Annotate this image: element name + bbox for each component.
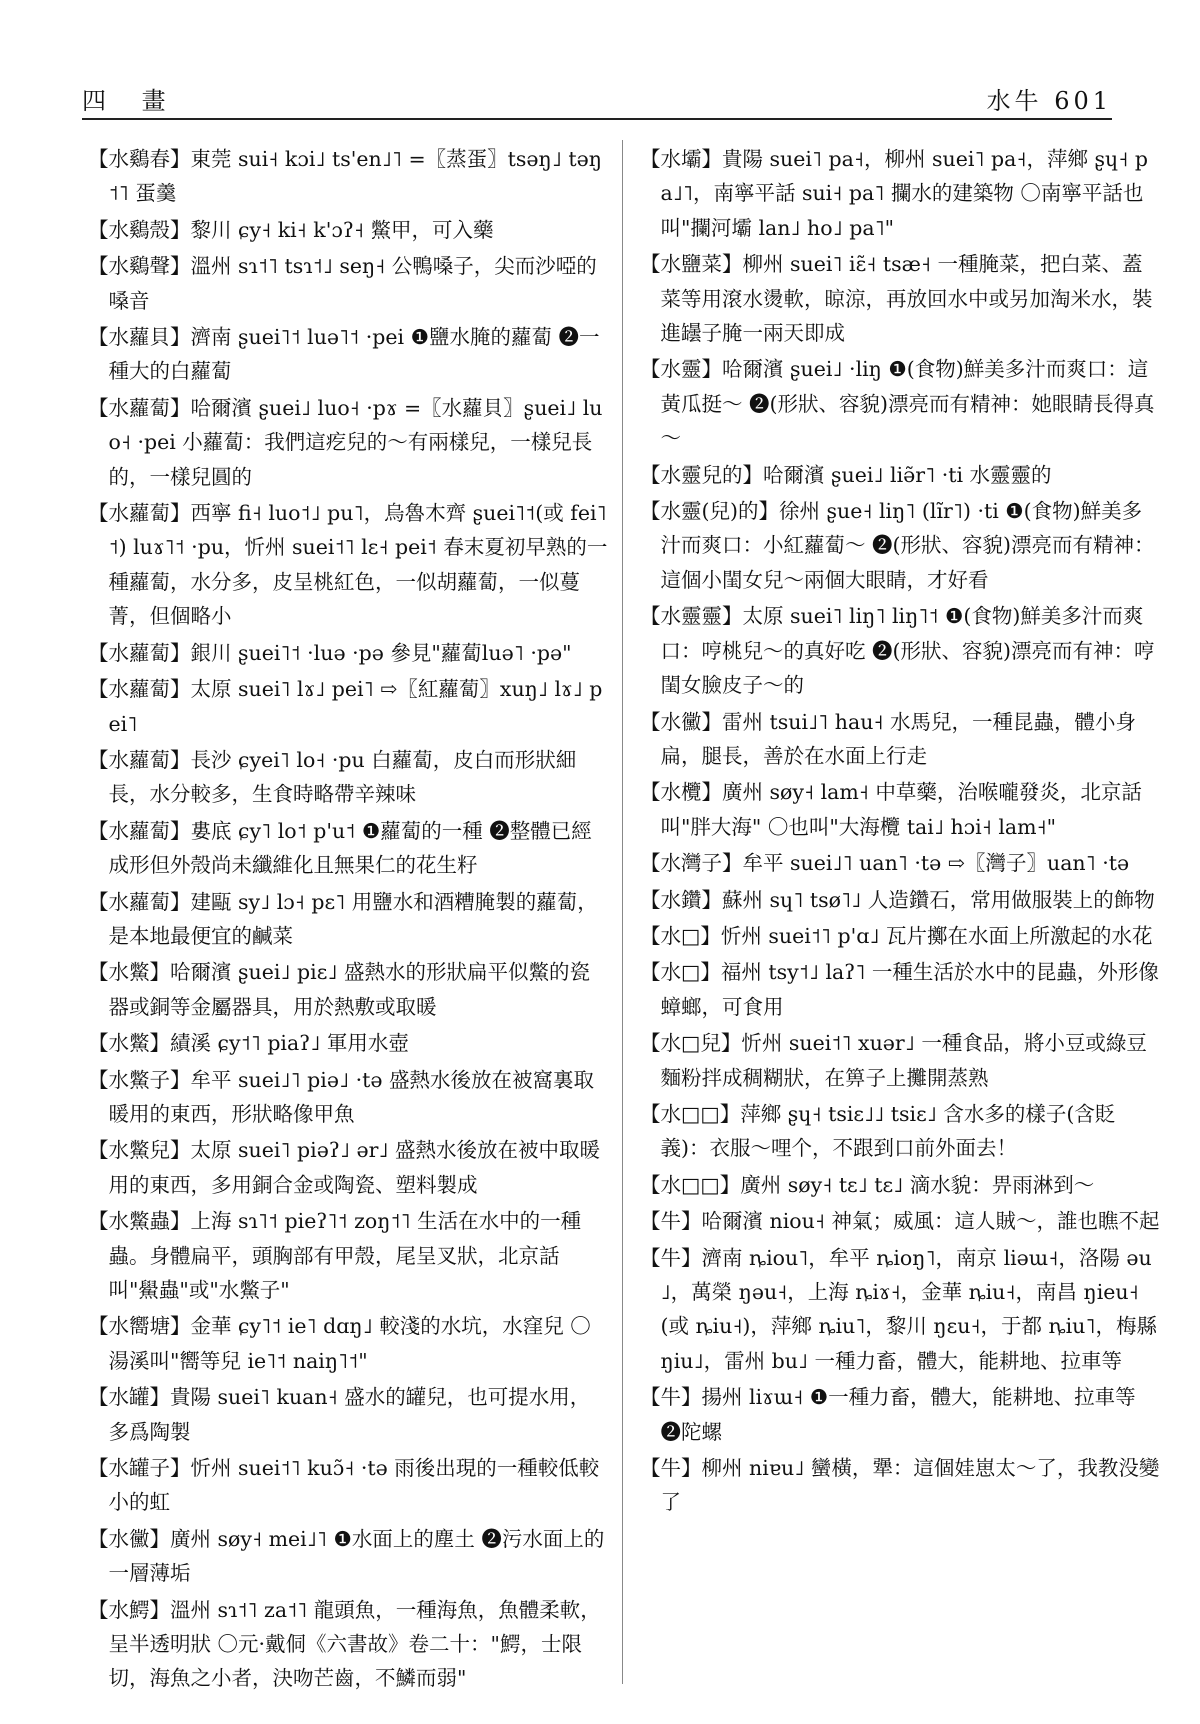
dictionary-entry: 【水鱉子】牟平 suei˩˥ piə˩ ·tə 盛熱水後放在被窩裏取暖用的東西，形狀略像甲魚 xyxy=(88,1067,595,1126)
dictionary-entry: 【水罐】貴陽 suei˥ kuan˧ 盛水的罐兒，也可提水用，多爲陶製 xyxy=(88,1385,591,1444)
dictionary-entry: 【水灣子】牟平 suei˩˥ uan˥ ·tə ⇨〖灣子〗uan˥ ·tə xyxy=(640,851,1130,876)
dictionary-entry: 【水鱉兒】太原 suei˥ piəʔ˩ ər˩ 盛熱水後放在被中取暖用的東西，多用銅合金或陶瓷、塑料製成 xyxy=(88,1138,601,1197)
right-column xyxy=(640,142,1160,1522)
dictionary-entry: 【水鱉】哈爾濱 ʂuei˩ piɛ˩ 盛熱水的形狀扁平似鱉的瓷器或銅等金屬器具，用於熱敷或取暖 xyxy=(88,960,590,1019)
dictionary-entry: 【水□】忻州 suei˦˥ p'ɑ˩ 瓦片擲在水面上所激起的水花 xyxy=(640,923,1153,948)
dictionary-entry: 【水蘿蔔】長沙 ɕyei˥ lo˧ ·pu 白蘿蔔，皮白而形狀細長，水分較多，生食時略帶辛辣味 xyxy=(88,747,577,807)
dictionary-entry: 【牛】柳州 niɐu˩ 蠻橫，犟：這個娃崽太～了，我教没變了 xyxy=(640,1456,1160,1515)
dictionary-entry: 【水靈兒的】哈爾濱 ʂuei˩ liə̃r˥ ·ti 水靈靈的 xyxy=(640,462,1052,487)
dictionary-entry: 【水鷄春】東莞 sui˧ kɔi˩ ts'en˩˥ =〖蒸蛋〗tsəŋ˩ təŋ˦˥ 蛋羹 xyxy=(88,147,602,206)
dictionary-entry: 【水鑽】蘇州 sɥ˥ tsø˥˩ 人造鑽石，常用做服裝上的飾物 xyxy=(640,887,1155,912)
dictionary-entry: 【水壩】貴陽 suei˥ pa˧，柳州 suei˥ pa˧，萍鄉 ʂɥ˧ pa˩˥，南寧平話 sui˧ pa˥ 攔水的建築物 〇南寧平話也叫"攔河壩 lan˩ ho˩ pa˥" xyxy=(640,147,1149,240)
dictionary-entry: 【水鰐】溫州 sɿ˦˥ za˦˥ 龍頭魚，一種海魚，魚體柔軟，呈半透明狀 〇元·戴侗《六書故》卷二十："鰐，士限切，海魚之小者，決吻芒齒，不鱗而弱" xyxy=(88,1597,601,1691)
dictionary-entry: 【水靈(兒)的】徐州 ʂue˧ liŋ˥ (lĩr˥) ·ti ❶(食物)鮮美多汁而爽口：小紅蘿蔔～ ❷(形狀、容貌)漂亮而有精神：這個小閨女兒～兩個大眼睛，才好看 xyxy=(640,499,1155,592)
dictionary-entry: 【水鷄聲】溫州 sɿ˦˥ tsɿ˦˩ seŋ˧ 公鴨嗓子，尖而沙啞的嗓音 xyxy=(88,254,597,313)
dictionary-entry: 【水□□】廣州 søy˧ tɛ˩ tɛ˩ 滴水貌：畀雨淋到～ xyxy=(640,1172,1095,1197)
column-divider xyxy=(622,140,623,1684)
page-header xyxy=(82,80,1112,116)
dictionary-entry: 【牛】揚州 liɤɯ˧ ❶一種力畜，體大，能耕地、拉車等 ❷陀螺 xyxy=(640,1385,1136,1444)
dictionary-entry: 【水靈】哈爾濱 ʂuei˩ ·liŋ ❶(食物)鮮美多汁而爽口：這黃瓜挺～ ❷(形狀、容貌)漂亮而有精神：她眼睛長得真～ xyxy=(640,357,1155,451)
dictionary-entry: 【水鱉】績溪 ɕy˦˥ piaʔ˩ 軍用水壺 xyxy=(88,1031,409,1056)
dictionary-entry: 【牛】濟南 ȵiou˥，牟平 ȵioŋ˥，南京 liəɯ˧，洛陽 əu˩，萬榮 ŋəu˧，上海 ȵiɤ˧，金華 ȵiu˧，南昌 ŋieu˧(或 ȵiu˧)，萍鄉 ȵiu˥，黎川 ŋɛu˧，于都 ȵiu˥，梅縣 ŋiu˩，雷州 bu˩ 一種力畜，體大，能耕地、拉車等 xyxy=(640,1245,1157,1373)
dictionary-entry: 【水蘿蔔】建甌 sy˩ lɔ˧ pɛ˥ 用鹽水和酒糟腌製的蘿蔔，是本地最便宜的鹹菜 xyxy=(88,889,598,948)
dictionary-entry: 【水鹽菜】柳州 suei˥ iɛ̃˧ tsæ˧ 一種腌菜，把白菜、蓋菜等用滾水燙軟，晾涼，再放回水中或另加淘米水，裝進罎子腌一兩天即成 xyxy=(640,252,1153,346)
dictionary-entry: 【水嚮塘】金華 ɕy˥˦ ie˥ dɑŋ˩ 較淺的水坑，水窪兒 〇湯溪叫"嚮等兒 ie˥˦ naiŋ˥˦" xyxy=(88,1314,591,1373)
dictionary-entry: 【水蘿蔔】太原 suei˥ lɤ˩ pei˥ ⇨〖紅蘿蔔〗xuŋ˩ lɤ˩ pei˥ xyxy=(88,677,603,736)
dictionary-entry: 【水鷄殼】黎川 ɕy˧ ki˧ k'ɔʔ˧ 鱉甲，可入藥 xyxy=(88,217,494,242)
dictionary-entry: 【水黴】廣州 søy˧ mei˩˥ ❶水面上的塵土 ❷污水面上的一層薄垢 xyxy=(88,1526,605,1586)
header-rule xyxy=(82,118,1112,120)
dictionary-entry: 【水蘿蔔】哈爾濱 ʂuei˩ luo˧ ·pɤ =〖水蘿貝〗ʂuei˩ luo˧ ·pei 小蘿蔔：我們這疙兒的～有兩樣兒，一樣兒長的，一樣兒圓的 xyxy=(88,395,603,489)
dictionary-entry: 【水□□】萍鄉 ʂɥ˧ tsiɛ˩˩ tsiɛ˩ 含水多的樣子(含貶義)：衣服～哩个，不跟到口前外面去！ xyxy=(640,1101,1116,1161)
section-title: 四 畫 xyxy=(82,87,180,115)
dictionary-entry: 【水□】福州 tsy˦˩ laʔ˥ 一種生活於水中的昆蟲，外形像蟑螂，可食用 xyxy=(640,960,1159,1019)
page-mark: 水牛 601 xyxy=(986,87,1112,115)
dictionary-entry: 【水靈靈】太原 suei˥ liŋ˥ liŋ˥˦ ❶(食物)鮮美多汁而爽口：哼桃兒～的真好吃 ❷(形狀、容貌)漂亮而有神：哼閨女臉皮子～的 xyxy=(640,604,1155,698)
dictionary-entry: 【牛】哈爾濱 niou˧ 神氣；威風：這人賊～，誰也瞧不起 xyxy=(640,1209,1160,1234)
left-column xyxy=(88,142,608,1698)
dictionary-entry: 【水黴】雷州 tsui˩˥ hau˧ 水馬兒，一種昆蟲，體小身扁，腿長，善於在水面上行走 xyxy=(640,709,1137,768)
dictionary-entry: 【水罐子】忻州 suei˦˥ kuɔ̃˧ ·tə 雨後出現的一種較低較小的虹 xyxy=(88,1456,600,1515)
dictionary-entry: 【水鱉蟲】上海 sɿ˥˦ pieʔ˥˦ zoŋ˦˥ 生活在水中的一種蟲。身體扁平，頭胸部有甲殼，尾呈叉狀，北京話叫"鱟蟲"或"水鱉子" xyxy=(88,1209,582,1302)
dictionary-entry: 【水欖】廣州 søy˧ lam˧ 中草藥，治喉嚨發炎，北京話叫"胖大海" 〇也叫"大海欖 tai˩ hɔi˧ lam˧" xyxy=(640,780,1142,839)
dictionary-entry: 【水蘿蔔】西寧 fi˧ luo˦˩ pu˥，烏魯木齊 ʂuei˥˦(或 fei˥˦) luɤ˥˦ ·pu，忻州 suei˦˥ lɛ˧ pei˦ 春末夏初早熟的一種蘿蔔，水分多，皮呈桃紅色，一似胡蘿蔔，一似蔓菁，但個略小 xyxy=(88,501,608,629)
dictionary-entry: 【水蘿蔔】銀川 ʂuei˥˦ ·luə ·pə 參見"蘿蔔luə˥ ·pə" xyxy=(88,640,572,665)
dictionary-entry: 【水蘿貝】濟南 ʂuei˥˦ luə˥˦ ·pei ❶鹽水腌的蘿蔔 ❷一種大的白蘿蔔 xyxy=(88,325,600,384)
dictionary-entry: 【水□兒】忻州 suei˦˥ xuər˩ 一種食品，將小豆或綠豆麵粉拌成稠糊狀，在箅子上攤開蒸熟 xyxy=(640,1031,1147,1090)
dictionary-entry: 【水蘿蔔】婁底 ɕy˥ lo˦ p'u˦ ❶蘿蔔的一種 ❷整體已經成形但外殼尚未纖維化且無果仁的花生籽 xyxy=(88,818,592,878)
